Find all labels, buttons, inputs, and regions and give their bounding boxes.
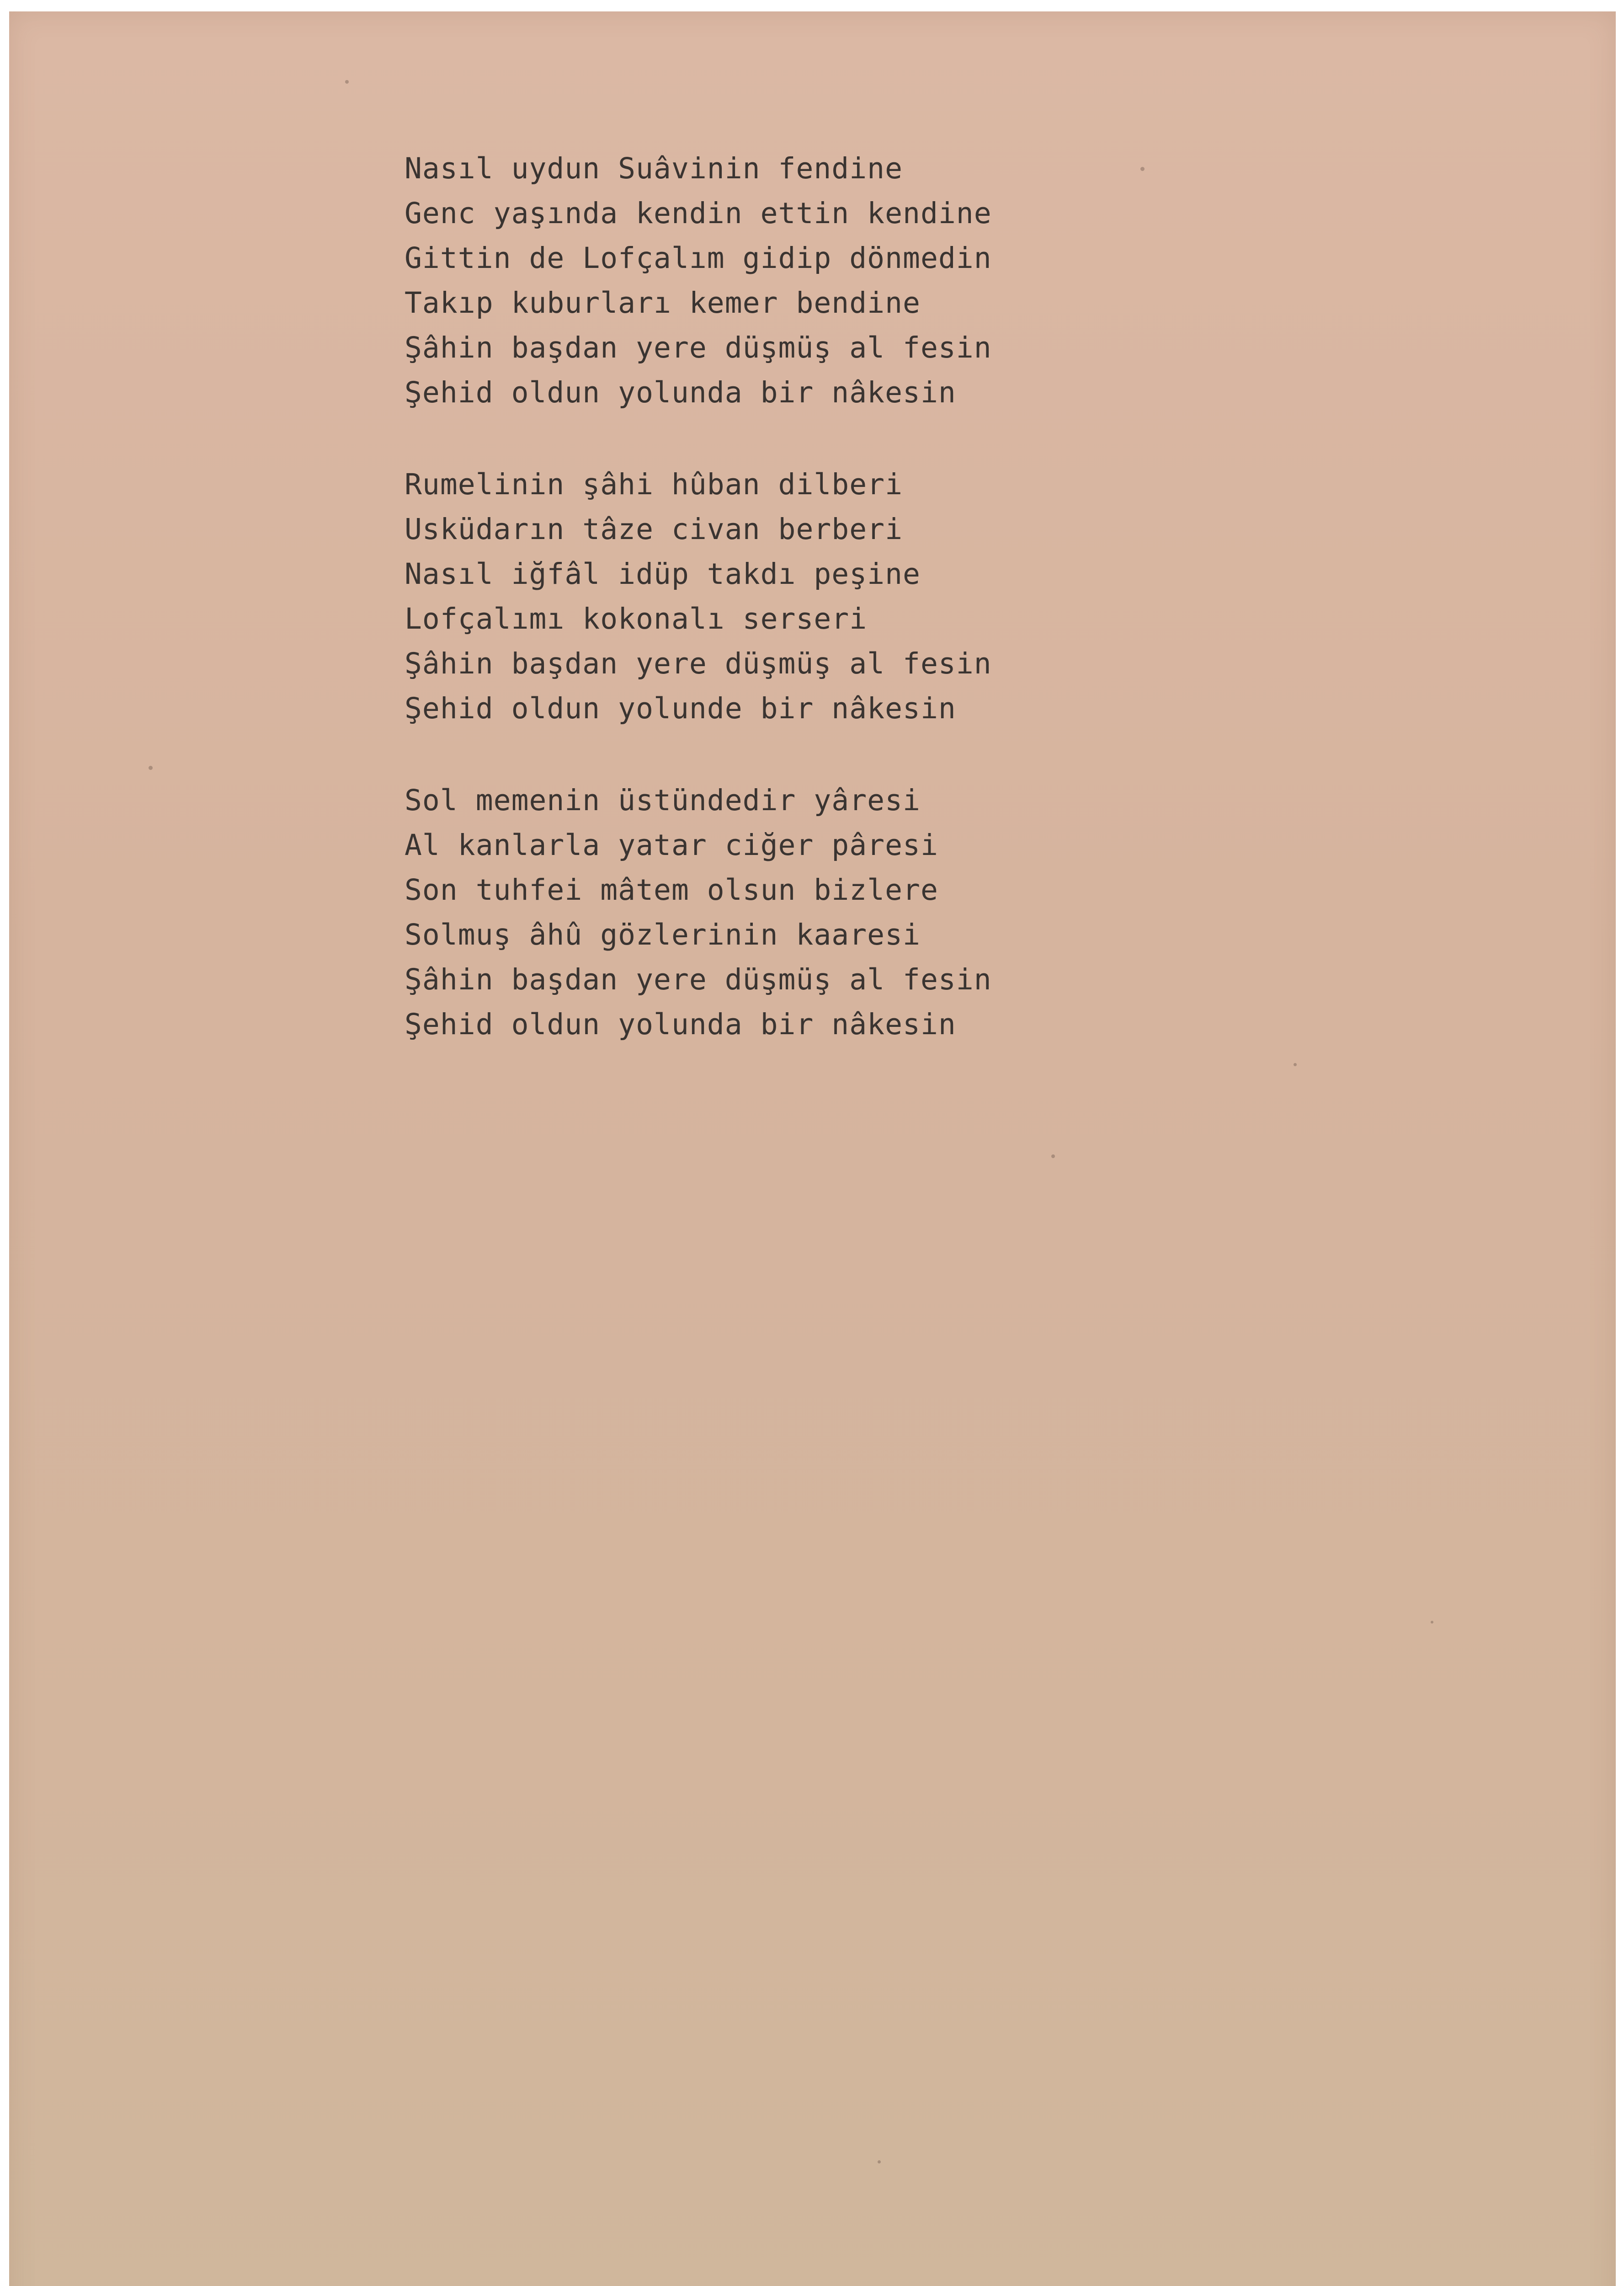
- poem-line: Son tuhfei mâtem olsun bizlere: [405, 873, 938, 907]
- paper-speck: [345, 80, 349, 84]
- poem-line: Şehid oldun yolunda bir nâkesin: [405, 1008, 956, 1041]
- poem-line: Genc yaşında kendin ettin kendine: [405, 197, 992, 230]
- paper-speck: [878, 2160, 881, 2163]
- poem-line: Takıp kuburları kemer bendine: [405, 286, 921, 320]
- typewritten-page: [9, 11, 1616, 2286]
- poem-line: Nasıl iğfâl idüp takdı peşine: [405, 557, 921, 591]
- poem-line: Rumelinin şâhi hûban dilberi: [405, 468, 903, 501]
- poem-line: Sol memenin üstündedir yâresi: [405, 784, 921, 817]
- paper-speck: [1431, 1621, 1433, 1624]
- paper-speck: [1294, 1063, 1297, 1066]
- stanza-2: [405, 462, 1182, 731]
- poem-text: [405, 146, 1182, 1094]
- paper-speck: [149, 766, 153, 770]
- poem-line: Şâhin başdan yere düşmüş al fesin: [405, 331, 992, 364]
- stanza-3: [405, 778, 1182, 1047]
- poem-line: Şehid oldun yolunde bir nâkesin: [405, 692, 956, 725]
- poem-line: Şâhin başdan yere düşmüş al fesin: [405, 963, 992, 996]
- stanza-1: [405, 146, 1182, 415]
- paper-speck: [1051, 1154, 1055, 1158]
- poem-line: Nasıl uydun Suâvinin fendine: [405, 152, 903, 185]
- poem-line: Al kanlarla yatar ciğer pâresi: [405, 828, 938, 862]
- poem-line: Şehid oldun yolunda bir nâkesin: [405, 376, 956, 409]
- poem-line: Şâhin başdan yere düşmüş al fesin: [405, 647, 992, 680]
- poem-line: Solmuş âhû gözlerinin kaaresi: [405, 918, 921, 951]
- poem-line: Usküdarın tâze civan berberi: [405, 513, 903, 546]
- poem-line: Gittin de Lofçalım gidip dönmedin: [405, 241, 992, 275]
- poem-line: Lofçalımı kokonalı serseri: [405, 602, 868, 636]
